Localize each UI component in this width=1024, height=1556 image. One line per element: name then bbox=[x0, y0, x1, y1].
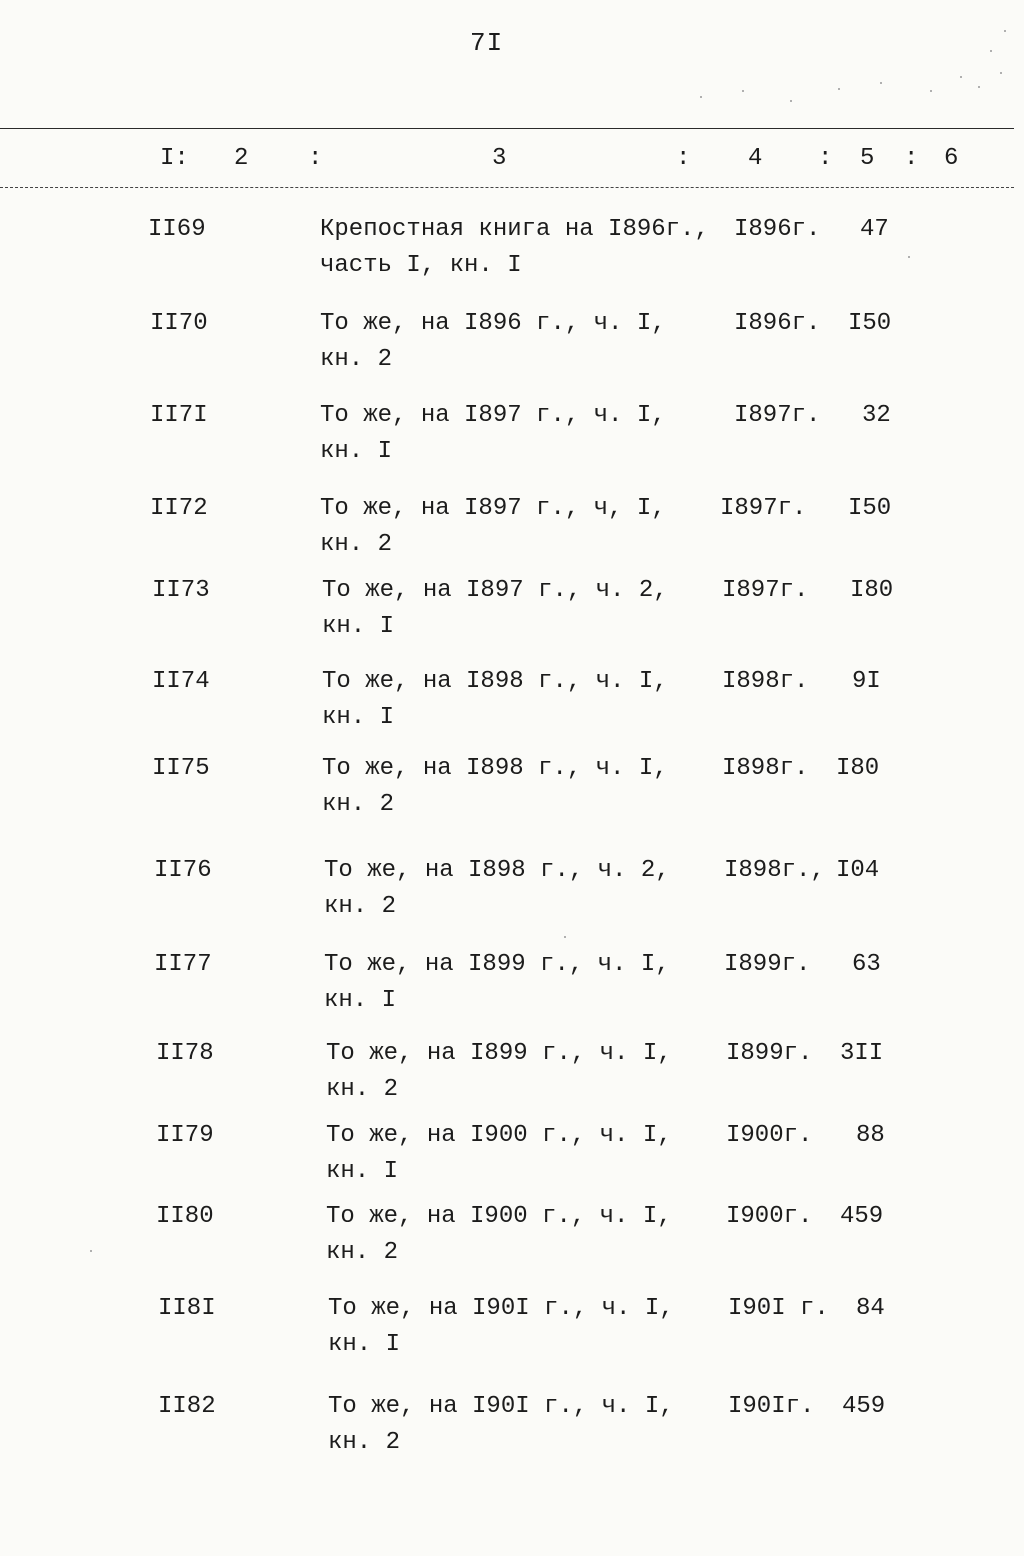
item-number: II77 bbox=[154, 951, 212, 978]
table-row bbox=[0, 1199, 1024, 1279]
table-row bbox=[0, 212, 1024, 292]
item-sheet-count: 3II bbox=[840, 1040, 884, 1067]
item-dates: I898г. bbox=[722, 668, 809, 695]
header-col-4: 4 bbox=[748, 145, 763, 172]
item-title: То же, на I897 г., ч. 2, bbox=[322, 577, 668, 604]
table-row bbox=[0, 573, 1024, 653]
item-sheet-count: I50 bbox=[848, 310, 892, 337]
item-dates: I900г. bbox=[726, 1203, 813, 1230]
item-dates: I898г., bbox=[724, 857, 825, 884]
item-number: II79 bbox=[156, 1122, 214, 1149]
item-number: II7I bbox=[150, 402, 208, 429]
table-row bbox=[0, 491, 1024, 571]
item-dates: I896г. bbox=[734, 310, 821, 337]
page-number: 7I bbox=[470, 28, 504, 58]
item-number: II82 bbox=[158, 1393, 216, 1420]
item-sheet-count: 63 bbox=[852, 951, 881, 978]
item-title-continuation: кн. 2 bbox=[326, 1239, 399, 1266]
table-row bbox=[0, 751, 1024, 831]
table-row bbox=[0, 1118, 1024, 1198]
item-number: II73 bbox=[152, 577, 210, 604]
item-sheet-count: 459 bbox=[840, 1203, 884, 1230]
item-dates: I897г. bbox=[722, 577, 809, 604]
table-row bbox=[0, 664, 1024, 744]
item-sheet-count: 47 bbox=[860, 216, 889, 243]
table-row bbox=[0, 853, 1024, 933]
item-title-continuation: кн. 2 bbox=[328, 1429, 401, 1456]
item-title-continuation: часть I, кн. I bbox=[320, 252, 522, 279]
item-number: II78 bbox=[156, 1040, 214, 1067]
table-row bbox=[0, 1389, 1024, 1469]
item-dates: I897г. bbox=[720, 495, 807, 522]
item-dates: I896г. bbox=[734, 216, 821, 243]
item-title: То же, на I897 г., ч. I, bbox=[320, 402, 666, 429]
item-title: То же, на I90I г., ч. I, bbox=[328, 1295, 674, 1322]
item-title-continuation: кн. I bbox=[322, 704, 395, 731]
item-dates: I899г. bbox=[724, 951, 811, 978]
item-sheet-count: I04 bbox=[836, 857, 880, 884]
item-title: То же, на I899 г., ч. I, bbox=[324, 951, 670, 978]
table-row bbox=[0, 306, 1024, 386]
item-sheet-count: 459 bbox=[842, 1393, 886, 1420]
item-sheet-count: 32 bbox=[862, 402, 891, 429]
item-title: То же, на I90I г., ч. I, bbox=[328, 1393, 674, 1420]
item-number: II74 bbox=[152, 668, 210, 695]
table-row bbox=[0, 947, 1024, 1027]
header-col-3: 3 bbox=[492, 145, 507, 172]
item-dates: I90Iг. bbox=[728, 1393, 815, 1420]
item-title: Крепостная книга на I896г., bbox=[320, 216, 709, 243]
item-title: То же, на I900 г., ч. I, bbox=[326, 1122, 672, 1149]
item-dates: I899г. bbox=[726, 1040, 813, 1067]
header-bottom-rule bbox=[0, 187, 1014, 188]
table-row bbox=[0, 398, 1024, 478]
item-sheet-count: I50 bbox=[848, 495, 892, 522]
item-number: II72 bbox=[150, 495, 208, 522]
item-title-continuation: кн. 2 bbox=[320, 531, 393, 558]
header-top-rule bbox=[0, 128, 1014, 129]
header-col-6: 6 bbox=[944, 145, 959, 172]
item-number: II80 bbox=[156, 1203, 214, 1230]
header-separator: : bbox=[818, 145, 833, 172]
item-title-continuation: кн. 2 bbox=[326, 1076, 399, 1103]
item-sheet-count: 84 bbox=[856, 1295, 885, 1322]
table-row bbox=[0, 1036, 1024, 1116]
table-row bbox=[0, 1291, 1024, 1371]
header-col-2: 2 bbox=[234, 145, 249, 172]
item-number: II8I bbox=[158, 1295, 216, 1322]
header-separator: : bbox=[676, 145, 691, 172]
item-sheet-count: 9I bbox=[852, 668, 881, 695]
item-title-continuation: кн. 2 bbox=[320, 346, 393, 373]
item-number: II69 bbox=[148, 216, 206, 243]
item-title-continuation: кн. I bbox=[322, 613, 395, 640]
item-dates: I898г. bbox=[722, 755, 809, 782]
item-title-continuation: кн. I bbox=[324, 987, 397, 1014]
header-separator: : bbox=[904, 145, 919, 172]
item-title-continuation: кн. I bbox=[320, 438, 393, 465]
item-dates: I897г. bbox=[734, 402, 821, 429]
header-col-5: 5 bbox=[860, 145, 875, 172]
item-number: II76 bbox=[154, 857, 212, 884]
item-sheet-count: I80 bbox=[850, 577, 894, 604]
item-title: То же, на I899 г., ч. I, bbox=[326, 1040, 672, 1067]
item-title: То же, на I898 г., ч. I, bbox=[322, 755, 668, 782]
item-number: II75 bbox=[152, 755, 210, 782]
item-dates: I90I г. bbox=[728, 1295, 829, 1322]
item-title: То же, на I898 г., ч. I, bbox=[322, 668, 668, 695]
item-title-continuation: кн. I bbox=[326, 1158, 399, 1185]
item-number: II70 bbox=[150, 310, 208, 337]
item-title: То же, на I898 г., ч. 2, bbox=[324, 857, 670, 884]
header-col-1: I: bbox=[160, 145, 189, 172]
item-title-continuation: кн. 2 bbox=[322, 791, 395, 818]
item-dates: I900г. bbox=[726, 1122, 813, 1149]
item-title: То же, на I896 г., ч. I, bbox=[320, 310, 666, 337]
header-separator: : bbox=[308, 145, 323, 172]
item-title: То же, на I900 г., ч. I, bbox=[326, 1203, 672, 1230]
item-title-continuation: кн. 2 bbox=[324, 893, 397, 920]
item-title: То же, на I897 г., ч, I, bbox=[320, 495, 666, 522]
item-sheet-count: 88 bbox=[856, 1122, 885, 1149]
item-title-continuation: кн. I bbox=[328, 1331, 401, 1358]
item-sheet-count: I80 bbox=[836, 755, 880, 782]
